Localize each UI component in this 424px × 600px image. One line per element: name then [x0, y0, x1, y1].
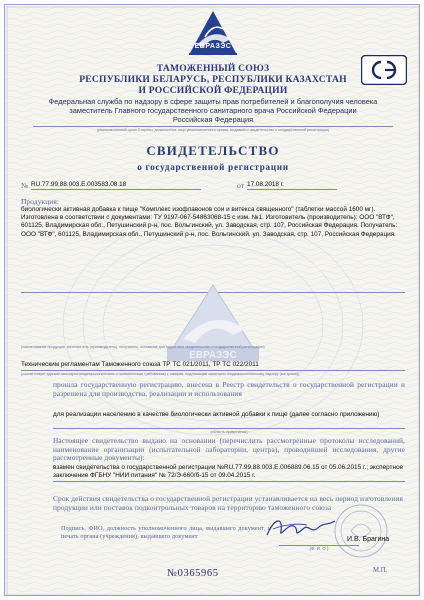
signature-caption: (Ф. И. О.) [309, 546, 329, 551]
union-title-line3: И РОССИЙСКОЙ ФЕДЕРАЦИИ [138, 85, 288, 96]
product-caption: (наименование продукции, изготовитель (производитель), получатель, основание для подготовки свидетельства о государственной регистрации) [21, 345, 265, 349]
signatory-name: И.В. Брагина [347, 536, 390, 543]
number-label: № [21, 181, 29, 190]
eurasec-label: ЕВРАЗЭС [194, 43, 232, 50]
certificate-subtitle: о государственной регистрации [137, 162, 289, 172]
usage-text: для реализации населению в качестве биологически активной добавки к пище (далее согласно приложению) [53, 411, 380, 418]
blank-number: №0365965 [167, 568, 219, 579]
agency-line3: Российская Федерация [172, 115, 254, 124]
signature-icon [263, 513, 339, 543]
compliance-text: Техническим регламентам Таможенного союза ТР ТС 021/2011, ТР ТС 022/2011 [21, 361, 259, 368]
certificate-number: RU.77.99.88.003.Е.003583.08.18 [31, 181, 201, 190]
seal-label: М.П. [373, 567, 388, 574]
certificate-page [4, 4, 420, 596]
basis-text: взамен свидетельства о государственной регистрации №RU.77.99.88.003.Е.006889.06.15 от 05.06.2015 г.; экспертное заключение ФГБНУ "НИИ питания" № 72/Э-660/б-15 от 09.04.2015 г. [53, 464, 404, 480]
usage-underline [53, 428, 405, 429]
basis-underline [53, 481, 405, 482]
product-text: биологически активная добавка к пище "Комплекс изофлавонов сои и витекса священного" (таблетки массой 1600 мг). Изготовлена в соответствии с документами: ТУ 9197-067-54863068-15 с изм. №1. Изготовитель (производитель): ООО "ВТФ", 601125, Владимирская обл., Петушинский р-н, пос. Вольгинский, ул. Заводская, стр. 107, Российская Федерация. Получатель: ООО "ВТФ", 601125, Владимирская обл., Петушинский р-н, пос. Вольгинский, ул. Заводская, стр. 107, Российская Федерация. [21, 206, 398, 238]
basis-intro: Настоящее свидетельство выдано на основании (перечислить рассмотренные протоколы исследований, наименование организации (испытательной лаборатории, центра), проводившей исследования, другие рассмотренные документы): [53, 436, 405, 463]
certificate-title: СВИДЕТЕЛЬСТВО [146, 143, 280, 158]
agency-line1: Федеральная служба по надзору в сфере защиты прав потребителей и благополучия человека [48, 97, 378, 106]
signature-label: Подпись, ФИО, должность уполномоченного лица, выдавшего документ, и печать органа (учреждения), выдавшего документ [61, 525, 271, 540]
registration-text: прошла государственную регистрацию, внесена в Реестр свидетельств о государственной регистрации и разрешена для производства, реализации и использования [53, 380, 405, 398]
agency-line2: заместитель Главного государственного санитарного врача Российской Федерации [69, 106, 357, 115]
authority-caption: (уполномоченный орган Стороны, должностное лицо уполномоченного органа, выдавшего свидетельство о государственной регистрации) [96, 128, 330, 132]
eurasec-emblem-icon [183, 9, 243, 59]
certificate-date: 17.08.2018 г. [247, 181, 337, 190]
union-title-line2: РЕСПУБЛИКИ БЕЛАРУСЬ, РЕСПУБЛИКИ КАЗАХСТАН [79, 74, 347, 85]
usage-caption: (область применения) [210, 430, 248, 434]
product-label: Продукция: [21, 197, 59, 206]
agency-underline [33, 126, 393, 127]
union-title-line1: ТАМОЖЕННЫЙ СОЮЗ [156, 63, 270, 74]
validity-text: Срок действия свидетельства о государственной регистрации устанавливается на весь период изготовления продукции или поставок подконтрольных товаров на территорию таможенного союза [53, 494, 403, 512]
compliance-underline [21, 370, 405, 371]
eurasec-watermark-icon [153, 277, 273, 367]
compliance-caption: (соответствует единым санитарно-эпидемиологическим и гигиеническим требованиям к товарам, подлежащим санитарно-эпидемиологическому надзору (контролю)) [21, 372, 300, 376]
date-label: от [237, 181, 245, 190]
svg-text:ЕВРАЗЭС: ЕВРАЗЭС [189, 350, 237, 361]
